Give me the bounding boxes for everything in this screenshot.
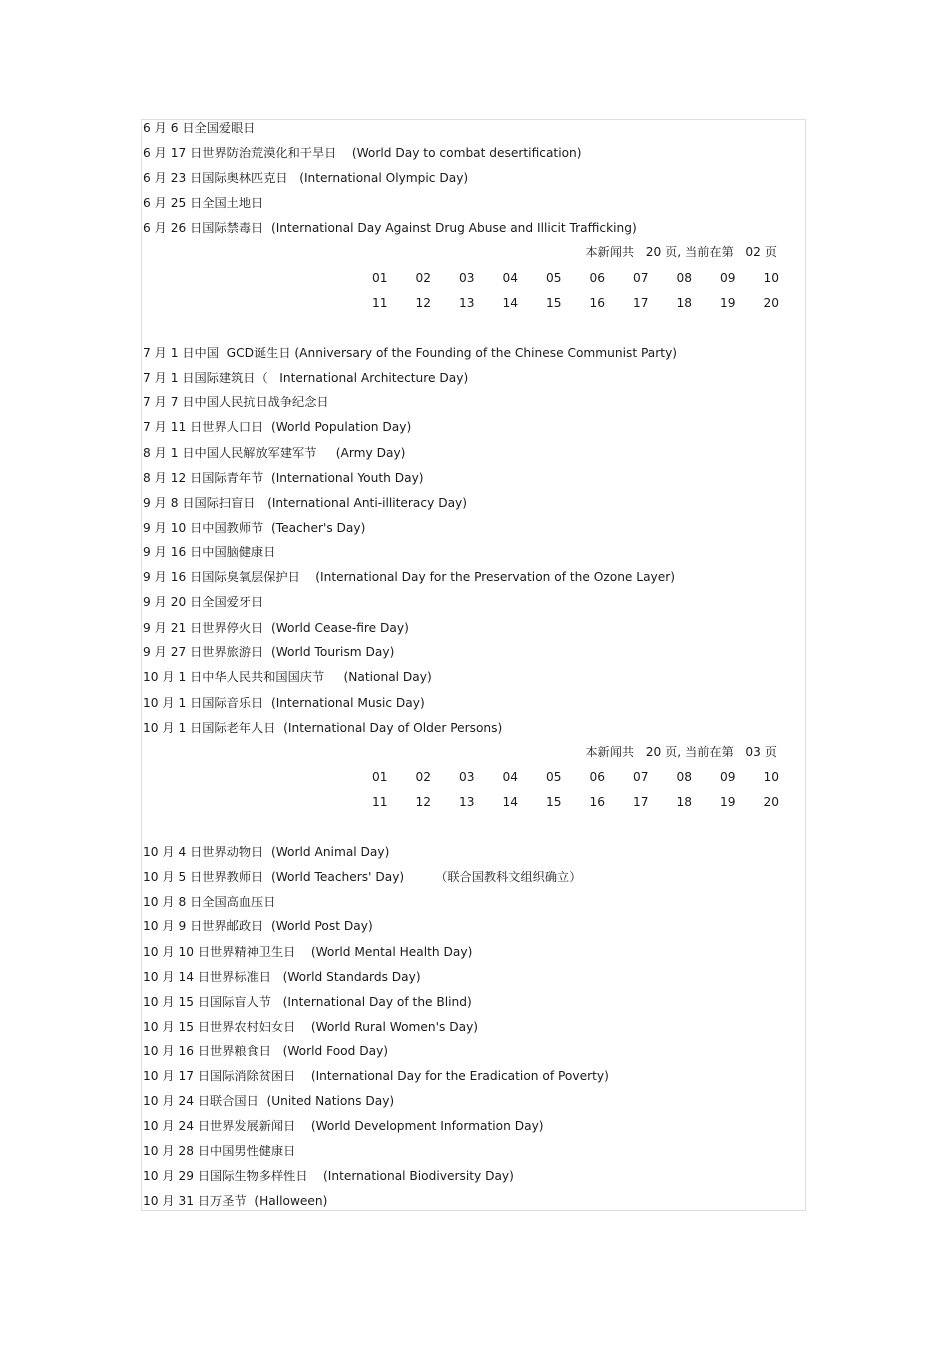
list-item: 9 月 21 日世界停火日 (World Cease-fire Day) <box>143 621 409 635</box>
list-item: 10 月 31 日万圣节 (Halloween) <box>143 1194 328 1208</box>
list-item: 10 月 28 日中国男性健康日 <box>143 1144 296 1158</box>
page-link[interactable]: 07 <box>632 770 649 784</box>
page-link[interactable]: 16 <box>589 296 605 310</box>
page-link[interactable]: 06 <box>589 770 605 784</box>
page-link[interactable]: 14 <box>502 296 518 310</box>
pager-row <box>358 295 793 311</box>
page-link[interactable]: 20 <box>763 296 779 310</box>
list-item: 6 月 25 日全国土地日 <box>143 196 264 210</box>
page-link[interactable]: 05 <box>545 770 562 784</box>
page-link[interactable]: 05 <box>545 271 562 285</box>
list-item: 8 月 12 日国际青年节 (International Youth Day) <box>143 471 424 485</box>
list-item: 10 月 17 日国际消除贫困日 (International Day for the Eradication of Poverty) <box>143 1069 609 1083</box>
list-item: 10 月 9 日世界邮政日 (World Post Day) <box>143 919 373 933</box>
page-link[interactable]: 15 <box>545 795 562 809</box>
list-item: 10 月 5 日世界教师日 (World Teachers' Day) （联合国教科文组织确立） <box>143 870 582 884</box>
page-link[interactable]: 11 <box>371 296 388 310</box>
page-link[interactable]: 12 <box>415 795 431 809</box>
page-link[interactable]: 07 <box>632 271 649 285</box>
list-item: 10 月 15 日世界农村妇女日 (World Rural Women's Day) <box>143 1020 479 1034</box>
page-link[interactable]: 15 <box>545 296 562 310</box>
page-link[interactable]: 14 <box>502 795 518 809</box>
list-item: 10 月 1 日国际老年人日 (International Day of Older Persons) <box>143 721 503 735</box>
page-link[interactable]: 09 <box>719 271 736 285</box>
page-link[interactable]: 03 <box>458 271 475 285</box>
list-item: 10 月 1 日中华人民共和国国庆节 (National Day) <box>143 670 432 684</box>
list-item: 9 月 27 日世界旅游日 (World Tourism Day) <box>143 645 395 659</box>
pager-info: 本新闻共 20 页, 当前在第 03 页 <box>585 745 777 759</box>
page-link[interactable]: 11 <box>371 795 388 809</box>
pager-row <box>358 270 793 286</box>
page-link[interactable]: 09 <box>719 770 736 784</box>
page-link[interactable]: 18 <box>676 296 692 310</box>
list-item: 6 月 26 日国际禁毒日 (International Day Against Drug Abuse and Illicit Trafficking) <box>143 221 637 235</box>
list-item: 6 月 23 日国际奥林匹克日 (International Olympic Day) <box>143 171 469 185</box>
page-link[interactable]: 01 <box>371 271 388 285</box>
list-item: 8 月 1 日中国人民解放军建军节 (Army Day) <box>143 446 406 460</box>
page-link[interactable]: 18 <box>676 795 692 809</box>
page-link[interactable]: 19 <box>719 296 736 310</box>
page-link[interactable]: 06 <box>589 271 605 285</box>
list-item: 7 月 7 日中国人民抗日战争纪念日 <box>143 395 329 409</box>
list-item: 6 月 6 日全国爱眼日 <box>143 121 256 135</box>
list-item: 10 月 16 日世界粮食日 (World Food Day) <box>143 1044 389 1058</box>
page-link[interactable]: 04 <box>502 770 518 784</box>
list-item: 10 月 8 日全国高血压日 <box>143 895 276 909</box>
page-link[interactable]: 19 <box>719 795 736 809</box>
page-link[interactable]: 04 <box>502 271 518 285</box>
page-link[interactable]: 17 <box>632 795 649 809</box>
page-link[interactable]: 02 <box>415 770 431 784</box>
page-link[interactable]: 03 <box>458 770 475 784</box>
list-item: 9 月 16 日中国脑健康日 <box>143 545 276 559</box>
page-link[interactable]: 10 <box>763 770 779 784</box>
page-link[interactable]: 17 <box>632 296 649 310</box>
list-item: 10 月 4 日世界动物日 (World Animal Day) <box>143 845 390 859</box>
list-item: 6 月 17 日世界防治荒漠化和干旱日 (World Day to combat desertification) <box>143 146 582 160</box>
page-link[interactable]: 20 <box>763 795 779 809</box>
page-link[interactable]: 08 <box>676 770 692 784</box>
page-link[interactable]: 01 <box>371 770 388 784</box>
list-item: 9 月 16 日国际臭氧层保护日 (International Day for the Preservation of the Ozone Layer) <box>143 570 676 584</box>
page-link[interactable]: 16 <box>589 795 605 809</box>
list-item: 10 月 24 日联合国日 (United Nations Day) <box>143 1094 395 1108</box>
list-item: 9 月 10 日中国教师节 (Teacher's Day) <box>143 521 366 535</box>
page-link[interactable]: 13 <box>458 795 475 809</box>
page-link[interactable]: 08 <box>676 271 692 285</box>
list-item: 10 月 24 日世界发展新闻日 (World Development Information Day) <box>143 1119 544 1133</box>
list-item: 10 月 14 日世界标准日 (World Standards Day) <box>143 970 421 984</box>
list-item: 7 月 1 日中国 GCD诞生日 (Anniversary of the Founding of the Chinese Communist Party) <box>143 346 678 360</box>
list-item: 10 月 10 日世界精神卫生日 (World Mental Health Day) <box>143 945 473 959</box>
page-link[interactable]: 10 <box>763 271 779 285</box>
pager-row <box>358 794 793 810</box>
page-link[interactable]: 12 <box>415 296 431 310</box>
list-item: 9 月 20 日全国爱牙日 <box>143 595 264 609</box>
page-link[interactable]: 02 <box>415 271 431 285</box>
list-item: 7 月 11 日世界人口日 (World Population Day) <box>143 420 412 434</box>
pager-info: 本新闻共 20 页, 当前在第 02 页 <box>585 245 777 259</box>
list-item: 9 月 8 日国际扫盲日 (International Anti-illiteracy Day) <box>143 496 468 510</box>
list-item: 10 月 29 日国际生物多样性日 (International Biodiversity Day) <box>143 1169 514 1183</box>
list-item: 10 月 1 日国际音乐日 (International Music Day) <box>143 696 425 710</box>
list-item: 7 月 1 日国际建筑日（ International Architecture Day) <box>143 371 469 385</box>
page-link[interactable]: 13 <box>458 296 475 310</box>
list-item: 10 月 15 日国际盲人节 (International Day of the Blind) <box>143 995 472 1009</box>
pager-row <box>358 769 793 785</box>
